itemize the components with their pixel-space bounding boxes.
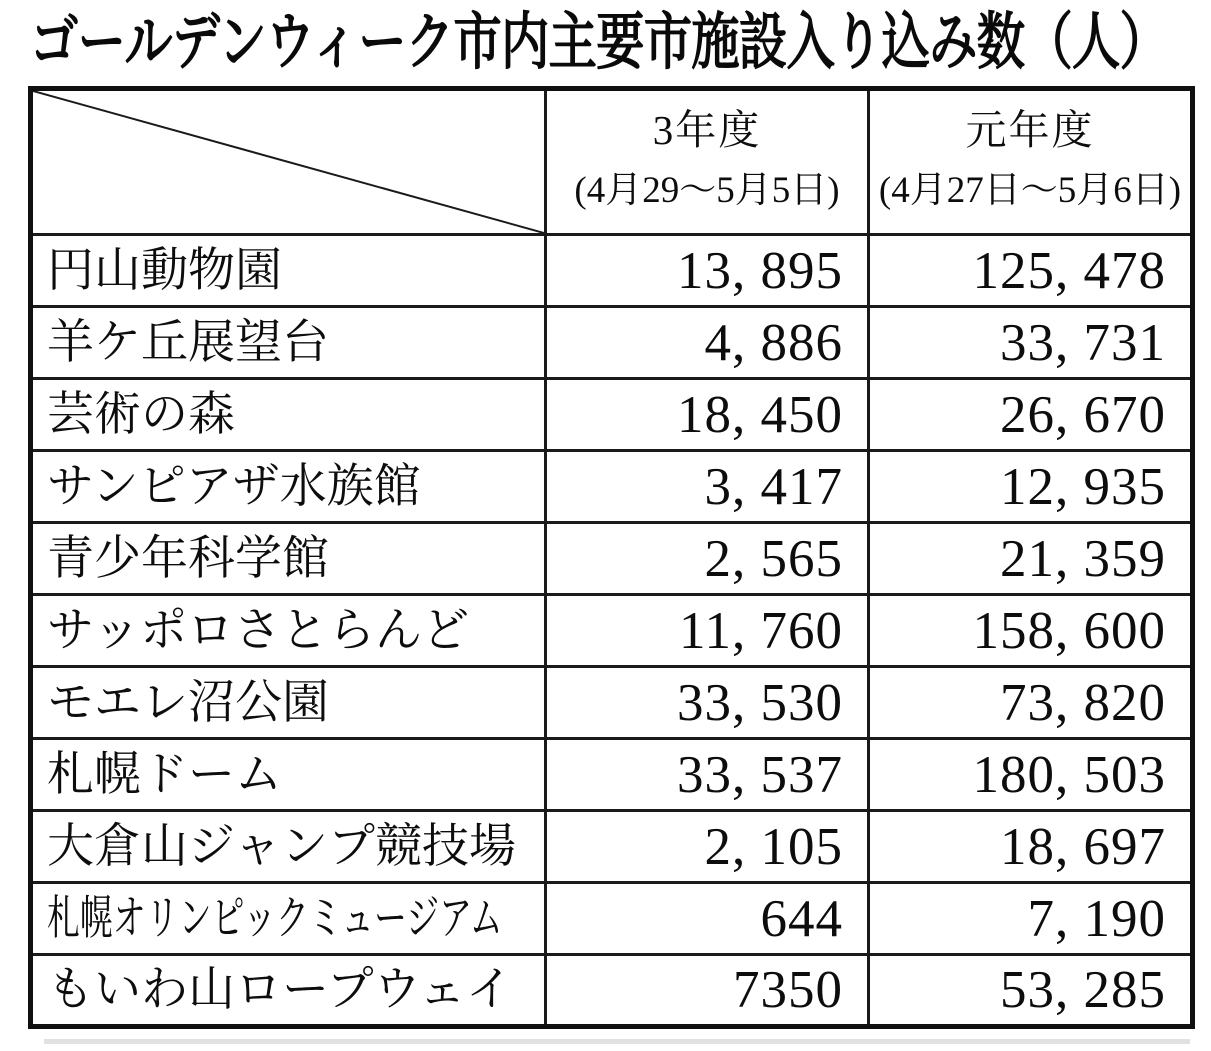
value-year3: 3, 417 (546, 451, 869, 523)
facility-name-cell (31, 667, 546, 739)
header-year3-era: 3年度 (652, 107, 762, 153)
facility-name-cell (31, 595, 546, 667)
value-year3: 13, 895 (546, 235, 869, 307)
table-row (31, 955, 1193, 1027)
value-year1: 7, 190 (869, 883, 1193, 955)
table-row (31, 811, 1193, 883)
value-year1: 73, 820 (869, 667, 1193, 739)
scan-shadow-artifact (44, 1039, 1190, 1044)
facility-name: 芸術の森 (47, 388, 235, 441)
table-row (31, 379, 1193, 451)
value-year3: 4, 886 (546, 307, 869, 379)
value-year1: 53, 285 (869, 955, 1193, 1027)
facility-name: 青少年科学館 (47, 532, 329, 585)
value-year3: 18, 450 (546, 379, 869, 451)
header-year3-period: (4月29～5月5日) (574, 170, 840, 211)
table-row (31, 451, 1193, 523)
table-row (31, 667, 1193, 739)
header-row (31, 89, 1193, 235)
value-year1: 12, 935 (869, 451, 1193, 523)
facility-name: 羊ケ丘展望台 (47, 316, 329, 369)
table-row (31, 307, 1193, 379)
facility-name-cell (31, 955, 546, 1027)
facility-name: 札幌オリンピックミュージアム (47, 892, 503, 945)
facility-name: もいわ山ロープウェイ (47, 964, 513, 1016)
facility-name-cell (31, 811, 546, 883)
page-title (30, 2, 1208, 84)
value-year1: 125, 478 (869, 235, 1193, 307)
value-year3: 2, 565 (546, 523, 869, 595)
facility-name: サッポロさとらんど (47, 604, 470, 657)
value-year1: 180, 503 (869, 739, 1193, 811)
facility-name-cell (31, 379, 546, 451)
facility-name-cell (31, 235, 546, 307)
table-row (31, 235, 1193, 307)
value-year3: 644 (546, 883, 869, 955)
table-row (31, 883, 1193, 955)
value-year3: 33, 537 (546, 739, 869, 811)
page-title-text: ゴールデンウィーク市内主要市施設入り込み数（人） (30, 8, 1168, 77)
facility-name: 円山動物園 (47, 244, 282, 297)
header-empty-cell (31, 89, 546, 235)
header-year1 (869, 89, 1193, 235)
facility-name: サンピアザ水族館 (47, 460, 421, 513)
value-year1: 33, 731 (869, 307, 1193, 379)
facility-name-cell (31, 307, 546, 379)
header-year3 (546, 89, 869, 235)
facility-name: モエレ沼公園 (47, 676, 329, 729)
value-year1: 18, 697 (869, 811, 1193, 883)
facility-name-cell (31, 523, 546, 595)
facility-name-cell (31, 739, 546, 811)
facility-name-cell (31, 451, 546, 523)
table-row (31, 739, 1193, 811)
value-year1: 21, 359 (869, 523, 1193, 595)
header-year1-period: (4月27日～5月6日) (878, 170, 1182, 211)
visitors-table (28, 86, 1195, 1029)
value-year3: 33, 530 (546, 667, 869, 739)
diagonal-slash (33, 91, 544, 233)
value-year1: 158, 600 (869, 595, 1193, 667)
facility-name: 札幌ドーム (47, 748, 282, 801)
visitors-table-wrap (28, 86, 1190, 1029)
header-year1-era: 元年度 (965, 107, 1095, 153)
value-year3: 11, 760 (546, 595, 869, 667)
table-row (31, 523, 1193, 595)
table-row (31, 595, 1193, 667)
value-year1: 26, 670 (869, 379, 1193, 451)
facility-name-cell (31, 883, 546, 955)
facility-name: 大倉山ジャンプ競技場 (47, 820, 517, 873)
value-year3: 2, 105 (546, 811, 869, 883)
value-year3: 7350 (546, 955, 869, 1027)
